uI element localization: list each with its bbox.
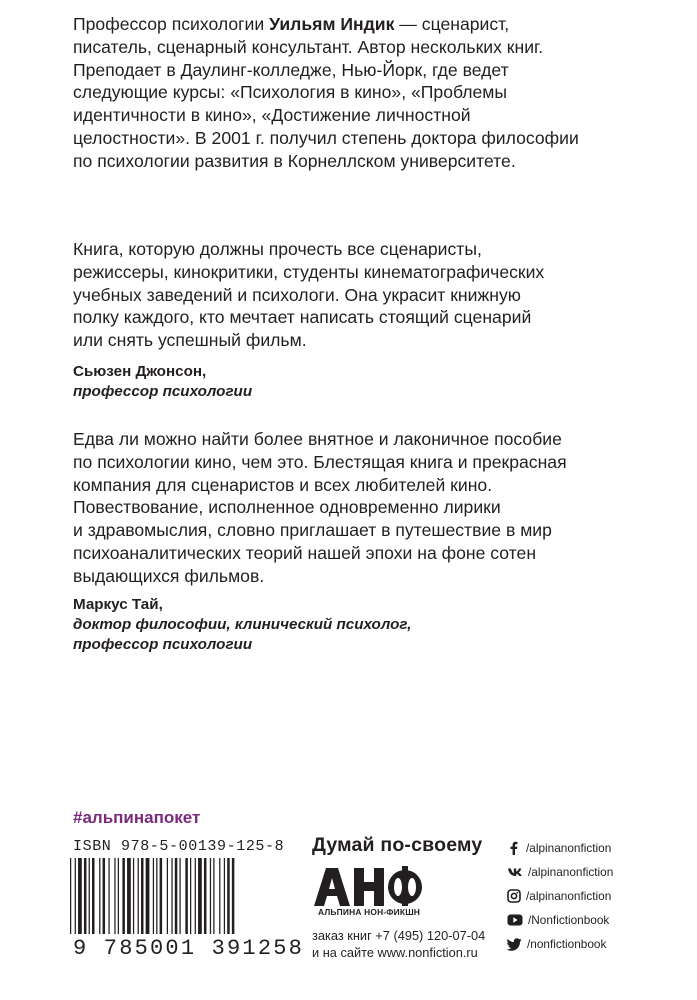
order-phone: заказ книг +7 (495) 120-07-04	[312, 928, 486, 943]
order-website: и на сайте www.nonfiction.ru	[312, 944, 478, 960]
review-quote-1	[73, 238, 633, 352]
quote-line: учебных заведений и психологи. Она украсит книжную	[73, 284, 521, 305]
social-handle: /alpinanonfiction	[526, 841, 612, 855]
social-link-vk[interactable]	[507, 860, 613, 884]
isbn-label: ISBN 978-5-00139-125-8	[73, 838, 285, 855]
twitter-icon	[507, 938, 522, 951]
reviewer-role: доктор философии, клинический психолог,	[73, 616, 412, 633]
quote-line: выдающихся фильмов.	[73, 565, 265, 586]
review-quote-2	[73, 428, 633, 588]
author-name: Уильям Индик	[269, 14, 395, 34]
barcode-digits: 9 785001 391258	[73, 936, 305, 961]
social-handle: /alpinanonfiction	[526, 889, 612, 903]
social-handle: /nonfictionbook	[527, 937, 607, 951]
quote-line: полку каждого, кто мечтает написать стоящий сценарий	[73, 307, 532, 328]
bio-line: целостности». В 2001 г. получил степень доктора философии	[73, 127, 579, 148]
bio-line: писатель, сценарный консультант. Автор нескольких книг.	[73, 36, 544, 57]
review-author-1	[73, 362, 252, 402]
social-link-twitter[interactable]	[507, 932, 613, 956]
bio-line: идентичности в кино», «Достижение личностной	[73, 105, 471, 126]
publisher-tagline: Думай по-своему	[312, 834, 483, 856]
bio-line: следующие курсы: «Психология в кино», «Проблемы	[73, 82, 508, 103]
order-info	[312, 928, 485, 961]
reviewer-name: Маркус Тай,	[73, 596, 163, 613]
reviewer-role: профессор психологии	[73, 383, 253, 400]
social-links	[507, 836, 613, 956]
social-handle: /Nonfictionbook	[528, 913, 610, 927]
bio-line-1: Профессор психологии Уильям Индик — сценарист,	[73, 14, 510, 34]
quote-line: и здравомыслия, словно приглашает в путешествие в мир	[73, 520, 552, 541]
quote-line: или снять успешный фильм.	[73, 330, 307, 351]
quote-line: режиссеры, кинокритики, студенты кинематографических	[73, 261, 545, 282]
publisher-name: АЛЬПИНА НОН-ФИКШН	[318, 907, 421, 917]
publisher-logo-icon	[312, 866, 424, 906]
quote-line: по психологии кино, чем это. Блестящая книга и прекрасная	[73, 451, 567, 472]
youtube-icon	[507, 914, 523, 926]
review-author-2	[73, 595, 412, 655]
quote-line: Повествование, исполненное одновременно лирики	[73, 497, 501, 518]
quote-line: Книга, которую должны прочесть все сценаристы,	[73, 239, 482, 259]
reviewer-name: Сьюзен Джонсон,	[73, 363, 207, 380]
barcode-icon	[70, 858, 280, 936]
facebook-icon	[507, 841, 521, 855]
author-bio	[73, 13, 633, 173]
vk-icon	[507, 865, 523, 879]
bio-line: по психологии развития в Корнеллском университете.	[73, 150, 516, 171]
social-link-instagram[interactable]	[507, 884, 613, 908]
quote-line: Едва ли можно найти более внятное и лаконичное пособие	[73, 429, 562, 449]
social-link-youtube[interactable]	[507, 908, 613, 932]
quote-line: компания для сценаристов и всех любителей кино.	[73, 474, 493, 495]
instagram-icon	[507, 889, 521, 903]
social-link-facebook[interactable]	[507, 836, 613, 860]
social-handle: /alpinanonfiction	[528, 865, 614, 879]
quote-line: психоаналитических теорий нашей эпохи на фоне сотен	[73, 542, 537, 563]
series-hashtag: #альпинапокет	[73, 808, 201, 827]
bio-line: Преподает в Даулинг-колледже, Нью-Йорк, где ведет	[73, 59, 509, 80]
reviewer-role: профессор психологии	[73, 636, 253, 653]
